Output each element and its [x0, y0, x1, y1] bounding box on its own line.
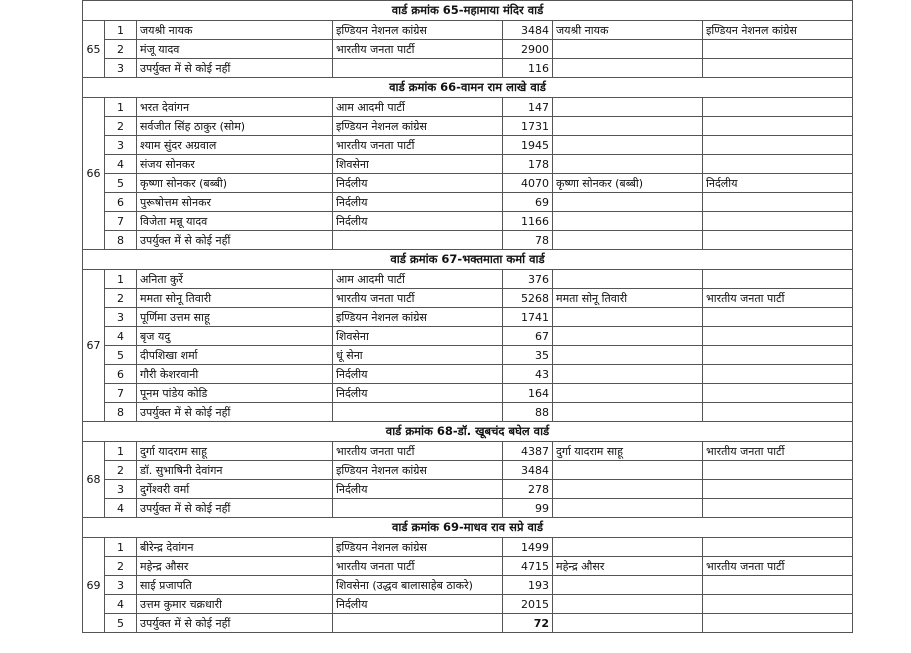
- winner-name: [553, 499, 703, 518]
- table-row: [83, 136, 853, 155]
- serial-number: 4: [105, 327, 137, 346]
- winner-name: [553, 136, 703, 155]
- party-name: निर्दलीय: [333, 480, 503, 499]
- party-name: इण्डियन नेशनल कांग्रेस: [333, 538, 503, 557]
- table-row: [83, 557, 853, 576]
- winner-party: इण्डियन नेशनल कांग्रेस: [703, 21, 853, 40]
- party-name: [333, 231, 503, 250]
- serial-number: 6: [105, 365, 137, 384]
- candidate-name: गौरी केशरवानी: [137, 365, 333, 384]
- party-name: निर्दलीय: [333, 212, 503, 231]
- table-row: [83, 461, 853, 480]
- candidate-name: विजेता मन्नू यादव: [137, 212, 333, 231]
- serial-number: 7: [105, 212, 137, 231]
- party-name: भारतीय जनता पार्टी: [333, 557, 503, 576]
- serial-number: 8: [105, 231, 137, 250]
- winner-party: [703, 231, 853, 250]
- vote-count: 72: [503, 614, 553, 633]
- candidate-name: दुर्गा यादराम साहू: [137, 442, 333, 461]
- table-row: [83, 384, 853, 403]
- winner-party: [703, 59, 853, 78]
- table-row: [83, 40, 853, 59]
- table-row: [83, 308, 853, 327]
- candidate-name: बीरेन्द्र देवांगन: [137, 538, 333, 557]
- candidate-name: जयश्री नायक: [137, 21, 333, 40]
- ward-number: 67: [83, 270, 105, 422]
- vote-count: 4387: [503, 442, 553, 461]
- winner-name: [553, 538, 703, 557]
- winner-party: [703, 136, 853, 155]
- party-name: शिवसेना: [333, 155, 503, 174]
- candidate-name: मंजू यादव: [137, 40, 333, 59]
- winner-name: [553, 308, 703, 327]
- winner-name: [553, 327, 703, 346]
- ward-header-row: [83, 78, 853, 98]
- vote-count: 2900: [503, 40, 553, 59]
- table-row: [83, 365, 853, 384]
- party-name: निर्दलीय: [333, 193, 503, 212]
- table-row: [83, 614, 853, 633]
- vote-count: 3484: [503, 21, 553, 40]
- vote-count: 1499: [503, 538, 553, 557]
- vote-count: 178: [503, 155, 553, 174]
- ward-number: 65: [83, 21, 105, 78]
- candidate-name: उत्तम कुमार चक्रधारी: [137, 595, 333, 614]
- winner-party: भारतीय जनता पार्टी: [703, 442, 853, 461]
- table-row: [83, 98, 853, 117]
- candidate-name: पुरूषोत्तम सोनकर: [137, 193, 333, 212]
- party-name: धूं सेना: [333, 346, 503, 365]
- party-name: [333, 59, 503, 78]
- ward-title: वार्ड क्रमांक 66-वामन राम लाखे वार्ड: [83, 78, 853, 98]
- serial-number: 5: [105, 346, 137, 365]
- vote-count: 1945: [503, 136, 553, 155]
- winner-party: [703, 480, 853, 499]
- winner-party: [703, 384, 853, 403]
- serial-number: 5: [105, 174, 137, 193]
- party-name: निर्दलीय: [333, 595, 503, 614]
- serial-number: 5: [105, 614, 137, 633]
- candidate-name: डॉ. सुभाषिनी देवांगन: [137, 461, 333, 480]
- winner-party: भारतीय जनता पार्टी: [703, 557, 853, 576]
- candidate-name: पूनम पांडेय कोडि: [137, 384, 333, 403]
- winner-party: [703, 595, 853, 614]
- party-name: [333, 403, 503, 422]
- winner-party: [703, 155, 853, 174]
- serial-number: 2: [105, 117, 137, 136]
- table-row: [83, 403, 853, 422]
- serial-number: 8: [105, 403, 137, 422]
- table-row: [83, 193, 853, 212]
- table-row: [83, 289, 853, 308]
- winner-name: जयश्री नायक: [553, 21, 703, 40]
- vote-count: 193: [503, 576, 553, 595]
- candidate-name: श्याम सुंदर अग्रवाल: [137, 136, 333, 155]
- winner-name: [553, 212, 703, 231]
- candidate-name: बृज यदु: [137, 327, 333, 346]
- serial-number: 2: [105, 557, 137, 576]
- party-name: शिवसेना (उद्धव बालासाहेब ठाकरे): [333, 576, 503, 595]
- vote-count: 147: [503, 98, 553, 117]
- winner-party: [703, 193, 853, 212]
- winner-party: [703, 308, 853, 327]
- vote-count: 69: [503, 193, 553, 212]
- serial-number: 2: [105, 40, 137, 59]
- winner-name: [553, 403, 703, 422]
- winner-name: महेन्द्र औसर: [553, 557, 703, 576]
- table-row: [83, 595, 853, 614]
- candidate-name: सर्वजीत सिंह ठाकुर (सोम): [137, 117, 333, 136]
- table-row: [83, 499, 853, 518]
- vote-count: 88: [503, 403, 553, 422]
- vote-count: 78: [503, 231, 553, 250]
- winner-party: [703, 365, 853, 384]
- table-row: [83, 327, 853, 346]
- serial-number: 1: [105, 442, 137, 461]
- winner-name: [553, 384, 703, 403]
- winner-name: [553, 40, 703, 59]
- table-row: [83, 155, 853, 174]
- vote-count: 3484: [503, 461, 553, 480]
- winner-name: [553, 231, 703, 250]
- candidate-name: पूर्णिमा उत्तम साहू: [137, 308, 333, 327]
- party-name: भारतीय जनता पार्टी: [333, 40, 503, 59]
- vote-count: 376: [503, 270, 553, 289]
- vote-count: 35: [503, 346, 553, 365]
- party-name: आम आदमी पार्टी: [333, 270, 503, 289]
- candidate-name: उपर्युक्त में से कोई नहीं: [137, 59, 333, 78]
- party-name: इण्डियन नेशनल कांग्रेस: [333, 21, 503, 40]
- ward-number: 68: [83, 442, 105, 518]
- serial-number: 4: [105, 155, 137, 174]
- candidate-name: दुर्गेश्वरी वर्मा: [137, 480, 333, 499]
- winner-name: दुर्गा यादराम साहू: [553, 442, 703, 461]
- winner-party: [703, 403, 853, 422]
- winner-party: [703, 614, 853, 633]
- vote-count: 5268: [503, 289, 553, 308]
- ward-header-row: [83, 250, 853, 270]
- winner-name: ममता सोनू तिवारी: [553, 289, 703, 308]
- table-row: [83, 270, 853, 289]
- candidate-name: साई प्रजापति: [137, 576, 333, 595]
- candidate-name: उपर्युक्त में से कोई नहीं: [137, 403, 333, 422]
- party-name: शिवसेना: [333, 327, 503, 346]
- candidate-name: अनिता कुर्रे: [137, 270, 333, 289]
- table-row: [83, 480, 853, 499]
- table-row: [83, 576, 853, 595]
- ward-title: वार्ड क्रमांक 69-माधव राव सप्रे वार्ड: [83, 518, 853, 538]
- candidate-name: ममता सोनू तिवारी: [137, 289, 333, 308]
- winner-party: [703, 346, 853, 365]
- serial-number: 1: [105, 538, 137, 557]
- winner-name: [553, 155, 703, 174]
- serial-number: 7: [105, 384, 137, 403]
- winner-name: [553, 270, 703, 289]
- winner-party: [703, 270, 853, 289]
- winner-party: [703, 98, 853, 117]
- winner-party: [703, 461, 853, 480]
- table-row: [83, 212, 853, 231]
- serial-number: 3: [105, 136, 137, 155]
- candidate-name: उपर्युक्त में से कोई नहीं: [137, 231, 333, 250]
- serial-number: 3: [105, 308, 137, 327]
- candidate-name: भरत देवांगन: [137, 98, 333, 117]
- party-name: निर्दलीय: [333, 365, 503, 384]
- ward-results-table: [82, 0, 853, 633]
- ward-header-row: [83, 518, 853, 538]
- table-row: [83, 346, 853, 365]
- vote-count: 99: [503, 499, 553, 518]
- winner-name: [553, 365, 703, 384]
- winner-party: [703, 499, 853, 518]
- winner-name: कृष्णा सोनकर (बब्बी): [553, 174, 703, 193]
- winner-party: निर्दलीय: [703, 174, 853, 193]
- vote-count: 164: [503, 384, 553, 403]
- winner-name: [553, 59, 703, 78]
- serial-number: 1: [105, 98, 137, 117]
- candidate-name: उपर्युक्त में से कोई नहीं: [137, 499, 333, 518]
- vote-count: 67: [503, 327, 553, 346]
- candidate-name: महेन्द्र औसर: [137, 557, 333, 576]
- ward-title: वार्ड क्रमांक 65-महामाया मंदिर वार्ड: [83, 1, 853, 21]
- party-name: इण्डियन नेशनल कांग्रेस: [333, 461, 503, 480]
- vote-count: 1731: [503, 117, 553, 136]
- serial-number: 6: [105, 193, 137, 212]
- vote-count: 1166: [503, 212, 553, 231]
- candidate-name: दीपशिखा शर्मा: [137, 346, 333, 365]
- serial-number: 1: [105, 270, 137, 289]
- table-row: [83, 21, 853, 40]
- results-body: [83, 1, 853, 633]
- table-row: [83, 59, 853, 78]
- ward-number: 69: [83, 538, 105, 633]
- winner-name: [553, 98, 703, 117]
- candidate-name: संजय सोनकर: [137, 155, 333, 174]
- winner-party: [703, 117, 853, 136]
- party-name: [333, 614, 503, 633]
- winner-name: [553, 595, 703, 614]
- table-row: [83, 174, 853, 193]
- serial-number: 3: [105, 480, 137, 499]
- winner-name: [553, 346, 703, 365]
- vote-count: 4070: [503, 174, 553, 193]
- vote-count: 116: [503, 59, 553, 78]
- serial-number: 4: [105, 499, 137, 518]
- candidate-name: उपर्युक्त में से कोई नहीं: [137, 614, 333, 633]
- party-name: भारतीय जनता पार्टी: [333, 289, 503, 308]
- winner-name: [553, 480, 703, 499]
- serial-number: 2: [105, 461, 137, 480]
- winner-name: [553, 576, 703, 595]
- ward-number: 66: [83, 98, 105, 250]
- winner-name: [553, 193, 703, 212]
- serial-number: 1: [105, 21, 137, 40]
- serial-number: 4: [105, 595, 137, 614]
- table-row: [83, 538, 853, 557]
- winner-party: भारतीय जनता पार्टी: [703, 289, 853, 308]
- party-name: इण्डियन नेशनल कांग्रेस: [333, 308, 503, 327]
- ward-header-row: [83, 422, 853, 442]
- winner-party: [703, 327, 853, 346]
- vote-count: 43: [503, 365, 553, 384]
- table-row: [83, 442, 853, 461]
- serial-number: 3: [105, 59, 137, 78]
- party-name: भारतीय जनता पार्टी: [333, 136, 503, 155]
- ward-title: वार्ड क्रमांक 68-डॉ. खूबचंद बघेल वार्ड: [83, 422, 853, 442]
- winner-name: [553, 117, 703, 136]
- winner-party: [703, 576, 853, 595]
- winner-party: [703, 212, 853, 231]
- winner-party: [703, 40, 853, 59]
- party-name: इण्डियन नेशनल कांग्रेस: [333, 117, 503, 136]
- party-name: भारतीय जनता पार्टी: [333, 442, 503, 461]
- winner-party: [703, 538, 853, 557]
- ward-header-row: [83, 1, 853, 21]
- vote-count: 1741: [503, 308, 553, 327]
- ward-title: वार्ड क्रमांक 67-भक्तमाता कर्मा वार्ड: [83, 250, 853, 270]
- vote-count: 2015: [503, 595, 553, 614]
- candidate-name: कृष्णा सोनकर (बब्बी): [137, 174, 333, 193]
- vote-count: 4715: [503, 557, 553, 576]
- party-name: [333, 499, 503, 518]
- party-name: निर्दलीय: [333, 174, 503, 193]
- party-name: आम आदमी पार्टी: [333, 98, 503, 117]
- vote-count: 278: [503, 480, 553, 499]
- party-name: निर्दलीय: [333, 384, 503, 403]
- serial-number: 3: [105, 576, 137, 595]
- winner-name: [553, 614, 703, 633]
- table-row: [83, 117, 853, 136]
- winner-name: [553, 461, 703, 480]
- table-row: [83, 231, 853, 250]
- serial-number: 2: [105, 289, 137, 308]
